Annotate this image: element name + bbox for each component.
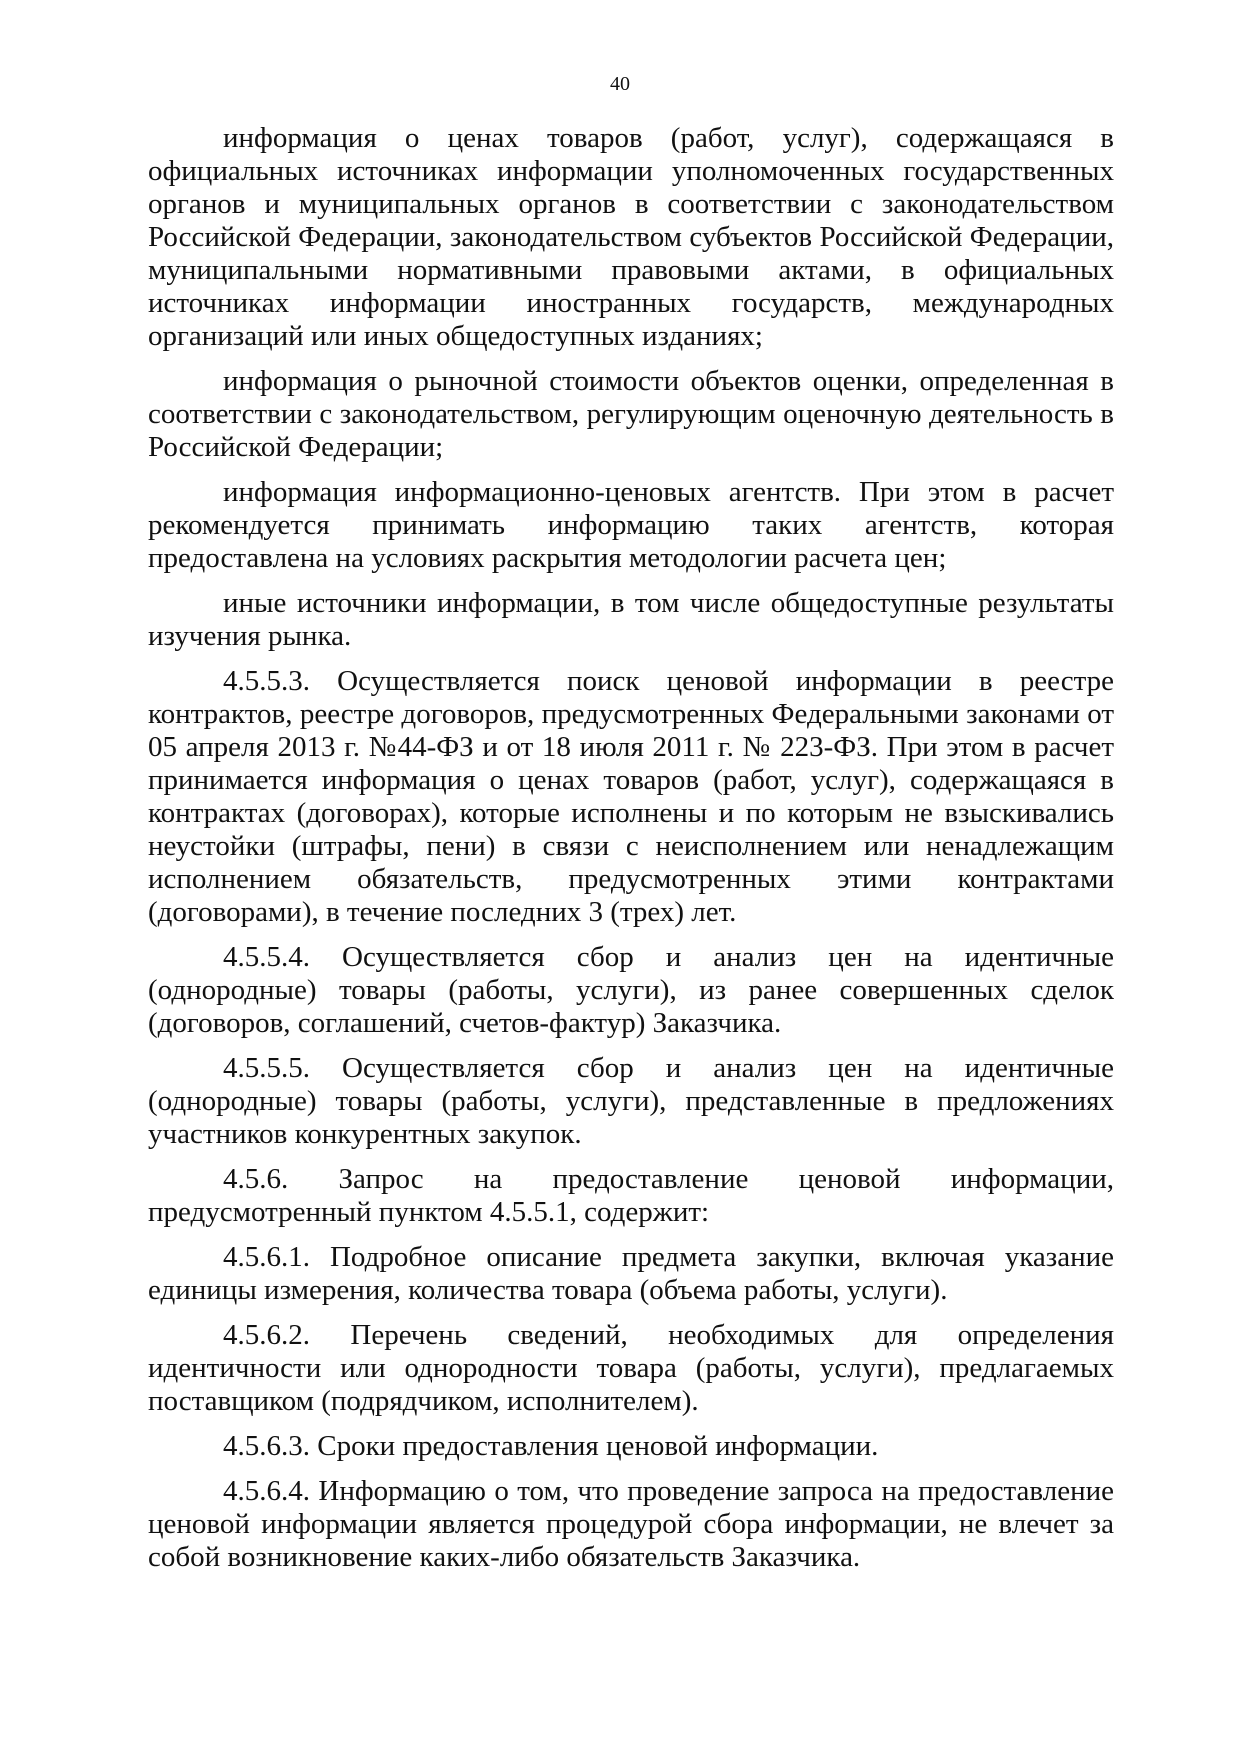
paragraph-4-5-5-3: 4.5.5.3. Осуществляется поиск ценовой информации в реестре контрактов, реестре договоров, предусмотренных Федеральными законами от 05 апреля 2013 г. №44-ФЗ и от 18 июля 2011 г. № 223-ФЗ. При этом в расчет принимается информация о ценах товаров (работ, услуг), содержащаяся в контрактах (договорах), которые исполнены и по которым не взыскивались неустойки (штрафы, пени) в связи с неисполнением или ненадлежащим исполнением обязательств, предусмотренных этими контрактами (договорами), в течение последних 3 (трех) лет. <box>148 665 1114 928</box>
paragraph-4-5-6-1: 4.5.6.1. Подробное описание предмета закупки, включая указание единицы измерения, количества товара (объема работы, услуги). <box>148 1241 1114 1306</box>
paragraph-4-5-5-5: 4.5.5.5. Осуществляется сбор и анализ цен на идентичные (однородные) товары (работы, услуги), представленные в предложениях участников конкурентных закупок. <box>148 1052 1114 1150</box>
paragraph-4-5-6: 4.5.6. Запрос на предоставление ценовой информации, предусмотренный пунктом 4.5.5.1, содержит: <box>148 1163 1114 1228</box>
paragraph-4-5-6-4: 4.5.6.4. Информацию о том, что проведение запроса на предоставление ценовой информации является процедурой сбора информации, не влечет за собой возникновение каких-либо обязательств Заказчика. <box>148 1475 1114 1573</box>
paragraph-other-sources: иные источники информации, в том числе общедоступные результаты изучения рынка. <box>148 587 1114 652</box>
paragraph-market-value-info: информация о рыночной стоимости объектов оценки, определенная в соответствии с законодательством, регулирующим оценочную деятельность в Российской Федерации; <box>148 365 1114 463</box>
paragraph-4-5-5-4: 4.5.5.4. Осуществляется сбор и анализ цен на идентичные (однородные) товары (работы, услуги), из ранее совершенных сделок (договоров, соглашений, счетов-фактур) Заказчика. <box>148 941 1114 1039</box>
paragraph-4-5-6-2: 4.5.6.2. Перечень сведений, необходимых для определения идентичности или однородности товара (работы, услуги), предлагаемых поставщиком (подрядчиком, исполнителем). <box>148 1319 1114 1417</box>
document-body <box>148 122 1114 1586</box>
paragraph-price-info-official-sources: информация о ценах товаров (работ, услуг), содержащаяся в официальных источниках информации уполномоченных государственных органов и муниципальных органов в соответствии с законодательством Российской Федерации, законодательством субъектов Российской Федерации, муниципальными нормативными правовыми актами, в официальных источниках информации иностранных государств, международных организаций или иных общедоступных изданиях; <box>148 122 1114 352</box>
paragraph-4-5-6-3: 4.5.6.3. Сроки предоставления ценовой информации. <box>223 1430 879 1462</box>
page-number: 40 <box>610 73 630 95</box>
paragraph-price-agencies-info: информация информационно-ценовых агентств. При этом в расчет рекомендуется принимать информацию таких агентств, которая предоставлена на условиях раскрытия методологии расчета цен; <box>148 476 1114 574</box>
